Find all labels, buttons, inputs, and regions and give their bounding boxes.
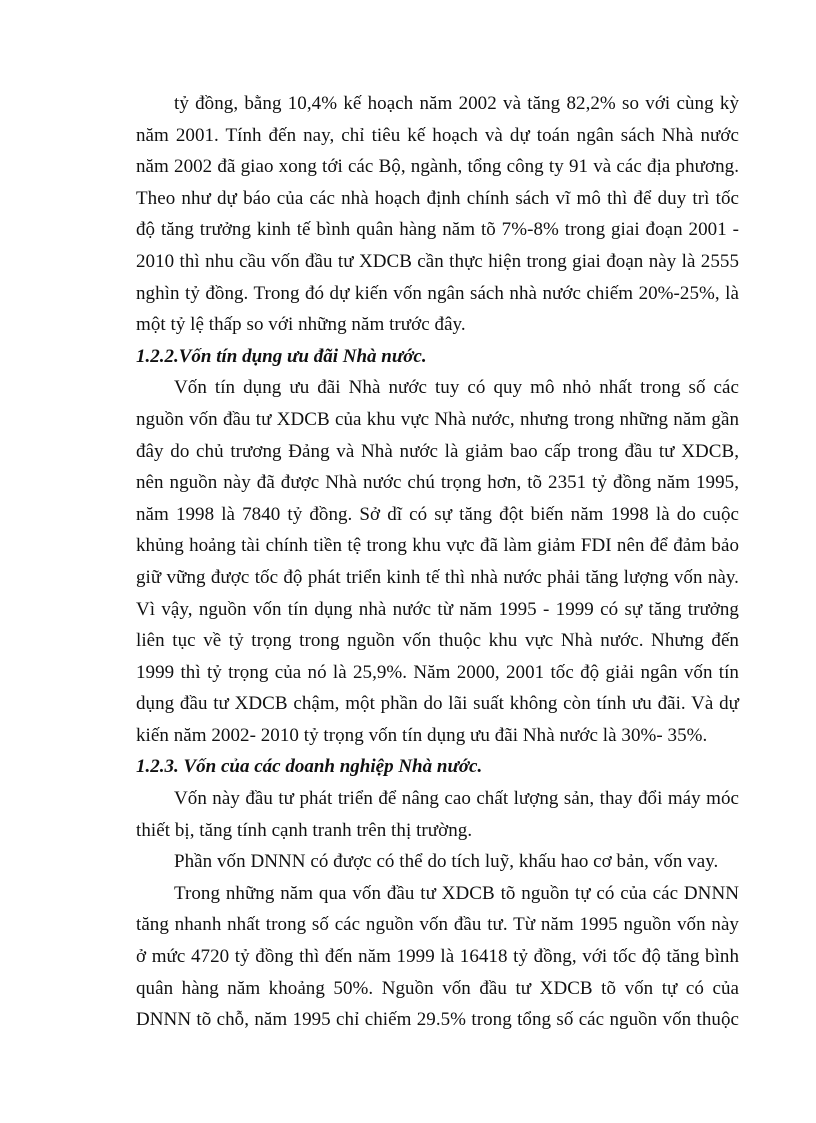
paragraph-line: tăng nhanh nhất trong số các nguồn vốn đầu tư. Từ năm 1995 nguồn vốn này [136,914,739,936]
paragraph-line: Vốn này đầu tư phát triển để nâng cao chất lượng sản, thay đổi máy móc [174,788,739,810]
paragraph-line: nghìn tỷ đồng. Trong đó dự kiến vốn ngân sách nhà nước chiếm 20%-25%, là [136,282,739,304]
paragraph-line: tỷ đồng, bằng 10,4% kế hoạch năm 2002 và tăng 82,2% so với cùng kỳ [174,93,739,114]
paragraph-line: một tỷ lệ thấp so với những năm trước đây. [136,314,466,336]
paragraph-line: dụng đầu tư XDCB chậm, một phần do lãi suất không còn tính ưu đãi. Và dự [136,693,739,715]
paragraph-line: Trong những năm qua vốn đầu tư XDCB tõ nguồn tự có của các DNNN [174,882,739,904]
paragraph-line: Vì vậy, nguồn vốn tín dụng nhà nước từ năm 1995 - 1999 có sự tăng trưởng [136,598,739,620]
paragraph-line: ở mức 4720 tỷ đồng thì đến năm 1999 là 16418 tỷ đồng, với tốc độ tăng bình [136,946,739,968]
paragraph-line: Phần vốn DNNN có được có thể do tích luỹ, khấu hao cơ bản, vốn vay. [174,851,719,873]
paragraph-line: Theo như dự báo của các nhà hoạch định chính sách vĩ mô thì để duy trì tốc [136,187,739,209]
paragraph-line: Vốn tín dụng ưu đãi Nhà nước tuy có quy mô nhỏ nhất trong số các [174,377,739,399]
paragraph-line: liên tục về tỷ trọng trong nguồn vốn thuộc khu vực Nhà nước. Nhưng đến [136,630,739,652]
paragraph-line: năm 2002 đã giao xong tới các Bộ, ngành, tổng công ty 91 và các địa phương. [136,156,739,178]
paragraph-line: nguồn vốn đầu tư XDCB của khu vực Nhà nước, nhưng trong những năm gần [136,408,739,430]
paragraph-line: DNNN tõ chỗ, năm 1995 chỉ chiếm 29.5% trong tổng số các nguồn vốn thuộc [136,1009,739,1031]
paragraph-line: kiến năm 2002- 2010 tỷ trọng vốn tín dụng ưu đãi Nhà nước là 30%- 35%. [136,724,708,746]
paragraph-line: năm 2001. Tính đến nay, chỉ tiêu kế hoạch và dự toán ngân sách Nhà nước [136,124,739,146]
paragraph-line: thiết bị, tăng tính cạnh tranh trên thị trường. [136,819,473,841]
paragraph-line: khủng hoảng tài chính tiền tệ trong khu vực đã làm giảm FDI nên để đảm bảo [136,535,739,557]
section-heading: 1.2.2.Vốn tín dụng ưu đãi Nhà nước. [136,345,427,367]
paragraph-line: giữ vững được tốc độ phát triển kinh tế thì nhà nước phải tăng lượng vốn này. [136,566,739,588]
paragraph-line: quân hàng năm khoảng 50%. Nguồn vốn đầu tư XDCB tõ vốn tự có của [136,977,739,999]
paragraph-line: nên nguồn này đã được Nhà nước chú trọng hơn, tõ 2351 tỷ đồng năm 1995, [136,472,739,494]
paragraph-line: 1999 thì tỷ trọng của nó là 25,9%. Năm 2000, 2001 tốc độ giải ngân vốn tín [136,661,739,683]
paragraph-line: năm 1998 là 7840 tỷ đồng. Sở dĩ có sự tăng đột biến năm 1998 là do cuộc [136,503,739,525]
document-body [136,88,739,1036]
paragraph-line: 2010 thì nhu cầu vốn đầu tư XDCB cần thực hiện trong giai đoạn này là 2555 [136,250,739,272]
paragraph-line: đây do chủ trương Đảng và Nhà nước là giảm bao cấp trong đầu tư XDCB, [136,440,739,462]
section-heading: 1.2.3. Vốn của các doanh nghiệp Nhà nước. [136,756,483,778]
paragraph-line: độ tăng trưởng kinh tế bình quân hàng năm tõ 7%-8% trong giai đoạn 2001 - [136,219,739,241]
